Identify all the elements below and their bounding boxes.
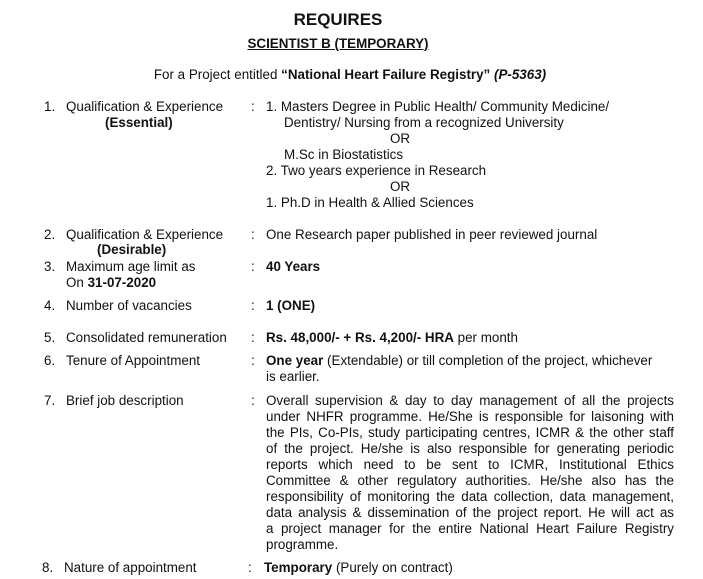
remuneration-amount: Rs. 48,000/- + Rs. 4,200/- HRA [266,330,454,345]
age-limit-date: 31-07-2020 [87,275,157,290]
job-description-line-6: Committee & other regulatory authorities. He/she also has the [266,473,674,488]
item-6-label: Tenure of Appointment [66,353,200,368]
item-4-label: Number of vacancies [66,298,192,313]
job-description-line-8: data analysis & dissemination of the project report. He will act as [266,505,674,520]
item-1-line-7: 1. Ph.D in Health & Allied Sciences [266,195,474,210]
job-description-line-3: the PIs, Co-PIs, study participating centres, ICMR & the other staff [266,425,674,440]
appointment-type: Temporary [264,560,333,575]
item-3-sublabel: On 31-07-2020 [66,275,157,290]
project-name: “National Heart Failure Registry” [281,67,491,82]
project-line [0,67,700,83]
item-5-number: 5. [44,330,56,345]
item-7-number: 7. [44,393,56,408]
item-4-value: 1 (ONE) [266,298,316,313]
item-5-value: Rs. 48,000/- + Rs. 4,200/- HRA per month [266,330,518,345]
item-8-label: Nature of appointment [64,560,197,575]
item-8-colon: : [248,560,252,575]
item-6-number: 6. [44,353,56,368]
item-7-colon: : [251,393,255,408]
project-code: (P-5363) [494,67,547,82]
item-5-colon: : [251,330,255,345]
item-6-colon: : [251,353,255,368]
item-1-number: 1. [44,99,56,114]
item-4-colon: : [251,298,255,313]
item-8-number: 8. [42,560,54,575]
project-prefix: For a Project entitled [153,67,282,82]
job-description-line-5: reports which need to be sent to ICMR, Institutional Ethics [266,457,674,472]
item-1-label: Qualification & Experience [66,99,224,114]
job-description-line-2: under NHFR programme. He/She is responsible for laisoning with [266,409,674,424]
item-1-or-1: OR [389,131,411,146]
page-title: REQUIRES [293,10,383,29]
item-1-or-2: OR [389,179,411,194]
item-6-value: One year (Extendable) or till completion of the project, whichever [266,353,653,368]
item-2-label: Qualification & Experience [66,227,224,242]
job-description-line-4: of the project. He/she is also responsible for generating periodic [266,441,674,456]
item-3-label: Maximum age limit as [66,259,196,274]
item-7-label: Brief job description [66,393,184,408]
item-1-line-5: 2. Two years experience in Research [266,163,487,178]
item-1-sublabel: (Essential) [105,115,173,130]
position-subtitle: SCIENTIST B (TEMPORARY) [247,36,429,51]
item-2-value: One Research paper published in peer reviewed journal [266,227,598,242]
item-3-colon: : [251,259,255,274]
item-5-label: Consolidated remuneration [66,330,227,345]
tenure-period: One year [266,353,324,368]
item-8-value: Temporary (Purely on contract) [264,560,453,575]
item-3-number: 3. [44,259,56,274]
job-description-line-7: responsibility of monitoring the data collection, data management, [266,489,674,504]
item-3-value: 40 Years [266,259,321,274]
item-2-sublabel: (Desirable) [97,242,167,257]
job-description-line-10: programme. [266,537,339,552]
item-6-value-line-2: is earlier. [266,369,320,384]
job-description-line-1: Overall supervision & day to day management of all the projects [266,393,674,408]
item-1-line-2: Dentistry/ Nursing from a recognized University [284,115,564,130]
item-4-number: 4. [44,298,56,313]
item-1-line-4: M.Sc in Biostatistics [284,147,404,162]
item-2-number: 2. [44,227,56,242]
job-description-line-9: a project manager for the entire National Heart Failure Registry [266,521,674,536]
item-1-line-1: 1. Masters Degree in Public Health/ Community Medicine/ [266,99,610,114]
item-2-colon: : [251,227,255,242]
item-1-colon: : [251,99,255,114]
